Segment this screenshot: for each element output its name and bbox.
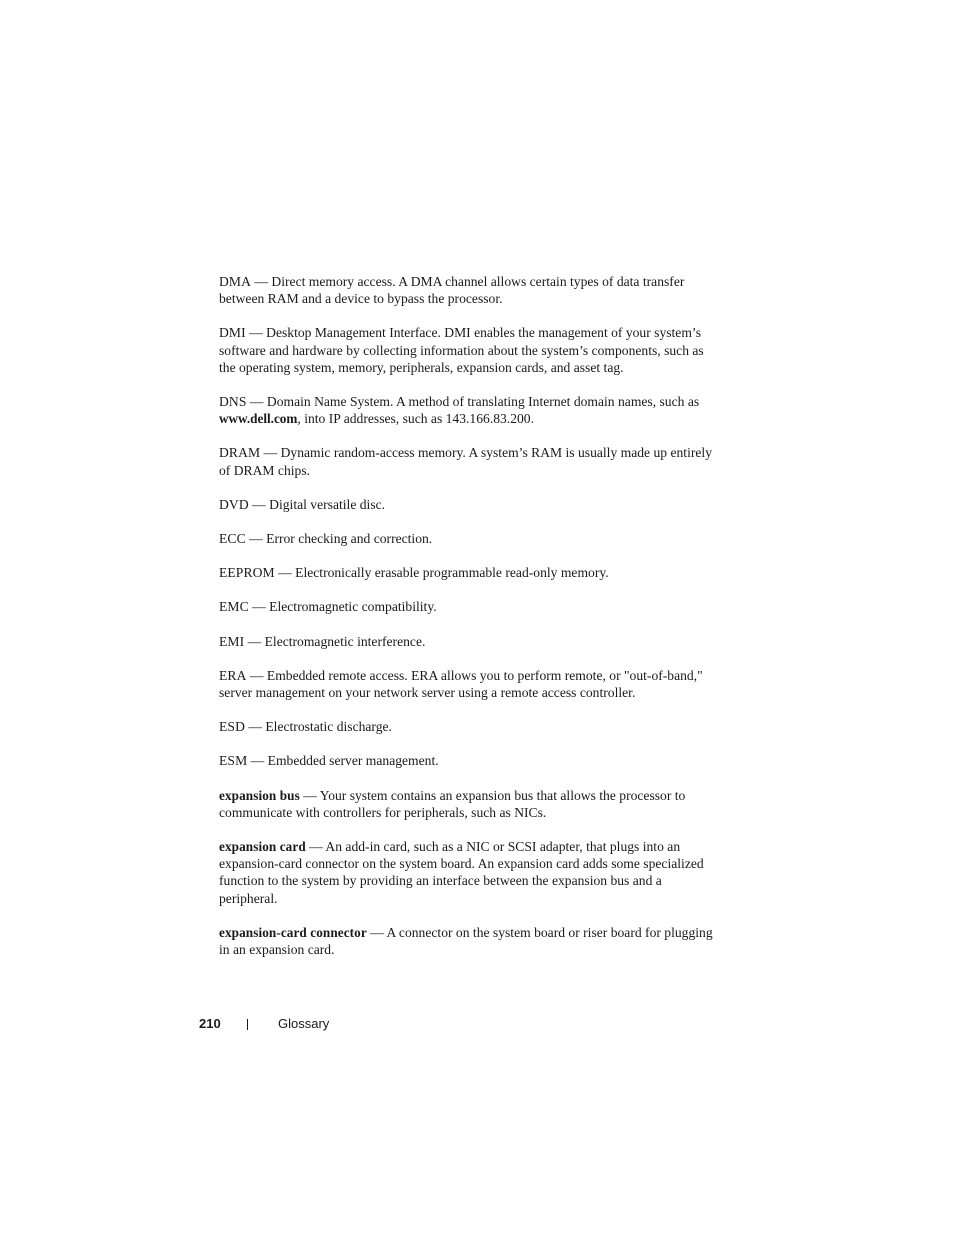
glossary-term: expansion-card connector [219,924,367,940]
glossary-entry-emc [219,598,719,615]
glossary-definition-continued: , into IP addresses, such as 143.166.83.200. [297,411,534,427]
em-dash: — [245,325,267,341]
em-dash: — [246,667,267,683]
glossary-definition: Domain Name System. A method of translating Internet domain names, such as [266,394,700,410]
glossary-entry-expansion-card-connector [219,924,719,958]
glossary-term: DVD [219,496,249,512]
glossary-definition: Dynamic random-access memory. A system’s RAM is usually made up entirely of DRAM chips. [219,445,712,478]
em-dash: — [299,787,320,803]
em-dash: — [247,753,268,769]
glossary-term: ESD [219,719,245,735]
glossary-term: EEPROM [219,565,275,581]
em-dash: — [251,274,272,289]
em-dash: — [244,633,265,649]
glossary-term: expansion bus [219,787,300,803]
glossary-term: DMI [219,325,246,341]
glossary-entry-dvd [219,496,719,513]
glossary-definition: Digital versatile disc. [269,496,386,512]
glossary-entry-dns [219,393,719,427]
glossary-term: EMI [219,633,245,649]
glossary-definition: A connector on the system board or riser board for plugging in an expansion card. [219,924,713,958]
glossary-definition: Electronically erasable programmable read-only memory. [295,565,609,581]
em-dash: — [246,394,267,410]
footer-separator [247,1019,248,1030]
glossary-term: ESM [219,753,248,769]
em-dash: — [305,839,326,855]
glossary-entry-dram [219,444,719,478]
em-dash: — [245,531,267,547]
glossary-term: DMA [219,274,252,289]
glossary-term: ERA [219,667,247,683]
website-link[interactable]: www.dell.com [219,411,298,427]
em-dash: — [260,445,281,461]
glossary-entry-era [219,667,719,701]
em-dash: — [244,719,266,735]
em-dash: — [366,924,387,940]
glossary-definition: Electromagnetic interference. [264,633,426,649]
em-dash: — [274,565,296,581]
glossary-definition: Desktop Management Interface. DMI enables the management of your system’s software and hardware by collecting information about the system’s components, such as the operating system, memory, peripherals, expansion cards, and asset tag. [219,325,704,375]
glossary-entry-eeprom [219,564,719,581]
glossary-entry-esd [219,718,719,735]
glossary-entry-esm [219,752,719,769]
glossary-definition: Embedded remote access. ERA allows you to perform remote, or "out-of-band," server management on your network server using a remote access controller. [219,667,703,701]
glossary-entry-expansion-bus [219,787,719,821]
glossary-entry-emi [219,633,719,650]
glossary-entry-ecc [219,530,719,547]
glossary-definition: An add-in card, such as a NIC or SCSI adapter, that plugs into an expansion-card connector on the system board. An expansion card adds some specialized function to the system by providing an interface between the expansion bus and a peripheral. [219,839,704,906]
glossary-definition: Electrostatic discharge. [265,719,392,735]
glossary-definition: Your system contains an expansion bus that allows the processor to communicate with controllers for peripherals, such as NICs. [219,787,686,820]
glossary-term: expansion card [219,839,306,855]
glossary-entry-expansion-card [219,838,719,907]
glossary-term: DRAM [219,445,261,461]
glossary-entry-dmi [219,324,719,376]
glossary-entries [219,273,719,975]
glossary-definition: Embedded server management. [267,753,439,769]
glossary-definition: Direct memory access. A DMA channel allows certain types of data transfer between RAM and a device to bypass the processor. [219,274,685,307]
glossary-definition: Electromagnetic compatibility. [269,599,437,615]
section-name: Glossary [278,1016,330,1031]
glossary-term: EMC [219,599,249,615]
page-number: 210 [199,1016,221,1031]
glossary-term: ECC [219,531,246,547]
glossary-definition: Error checking and correction. [266,531,433,547]
glossary-term: DNS [219,394,247,410]
em-dash: — [248,496,270,512]
em-dash: — [248,599,270,615]
glossary-entry-dma [219,273,719,307]
